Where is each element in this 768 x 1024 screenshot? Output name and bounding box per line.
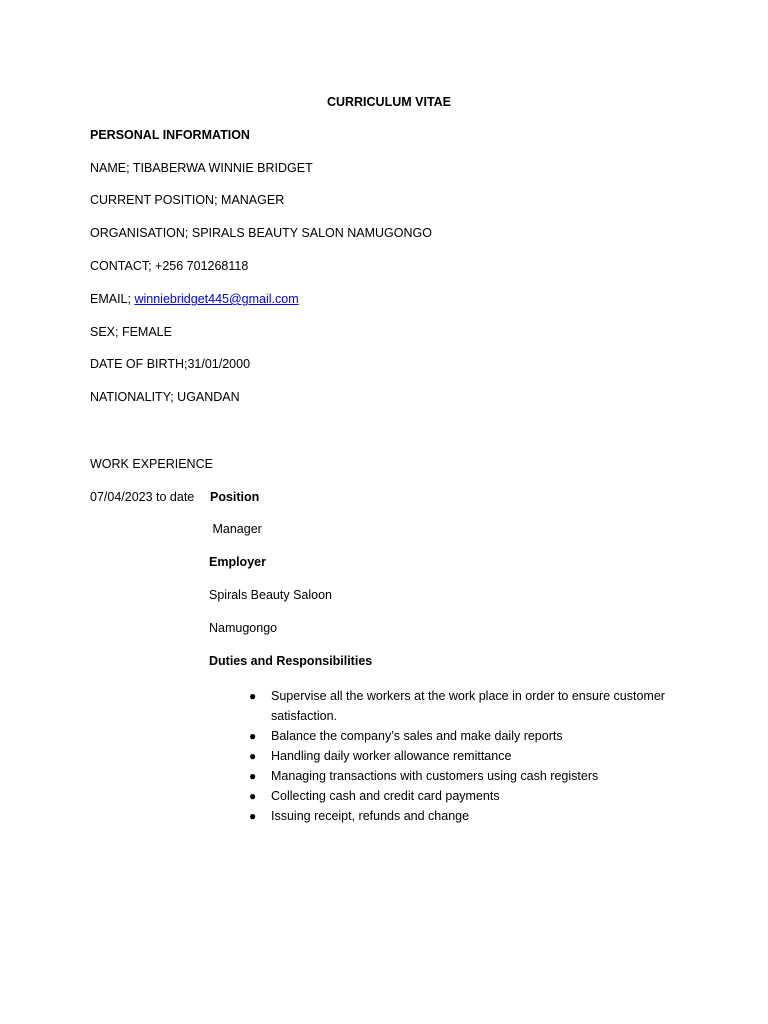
organisation-line: ORGANISATION; SPIRALS BEAUTY SALON NAMUGONGO <box>90 226 432 240</box>
sex-line: SEX; FEMALE <box>90 325 172 339</box>
name-line: NAME; TIBABERWA WINNIE BRIDGET <box>90 161 313 175</box>
document-title: CURRICULUM VITAE <box>326 95 452 109</box>
duties-label: Duties and Responsibilities <box>209 654 373 668</box>
email-link[interactable]: winniebridget445@gmail.com <box>134 292 299 306</box>
duty-text: Handling daily worker allowance remittance <box>271 749 512 763</box>
duty-text: Collecting cash and credit card payments <box>271 789 500 803</box>
list-item <box>249 686 689 726</box>
personal-info-heading: PERSONAL INFORMATION <box>90 128 250 142</box>
employer-name: Spirals Beauty Saloon <box>209 588 332 602</box>
bullet-icon: ● <box>249 749 257 763</box>
bullet-icon: ● <box>249 729 257 743</box>
list-item <box>249 806 689 826</box>
duty-text: Balance the company’s sales and make daily reports <box>271 729 563 743</box>
list-item <box>249 726 689 746</box>
current-position-line: CURRENT POSITION; MANAGER <box>90 193 285 207</box>
list-item <box>249 766 689 786</box>
list-item <box>249 786 689 806</box>
work-experience-heading: WORK EXPERIENCE <box>90 457 213 471</box>
bullet-icon: ● <box>249 789 257 803</box>
position-label: Position <box>210 490 260 504</box>
email-label: EMAIL; <box>90 292 135 306</box>
position-value: Manager <box>209 522 262 536</box>
employer-location: Namugongo <box>209 621 278 635</box>
duty-text: Supervise all the workers at the work place in order to ensure customer satisfaction. <box>271 689 665 723</box>
nationality-line: NATIONALITY; UGANDAN <box>90 390 240 404</box>
duties-list <box>249 686 689 826</box>
employer-label: Employer <box>209 555 266 569</box>
bullet-icon: ● <box>249 769 257 783</box>
date-of-birth-line: DATE OF BIRTH;31/01/2000 <box>90 357 251 371</box>
contact-line: CONTACT; +256 701268118 <box>90 259 249 273</box>
work-date-range: 07/04/2023 to date <box>90 490 195 504</box>
email-line <box>90 291 299 307</box>
bullet-icon: ● <box>249 689 257 703</box>
list-item <box>249 746 689 766</box>
bullet-icon: ● <box>249 809 257 823</box>
duty-text: Issuing receipt, refunds and change <box>271 809 470 823</box>
duty-text: Managing transactions with customers using cash registers <box>271 769 599 783</box>
